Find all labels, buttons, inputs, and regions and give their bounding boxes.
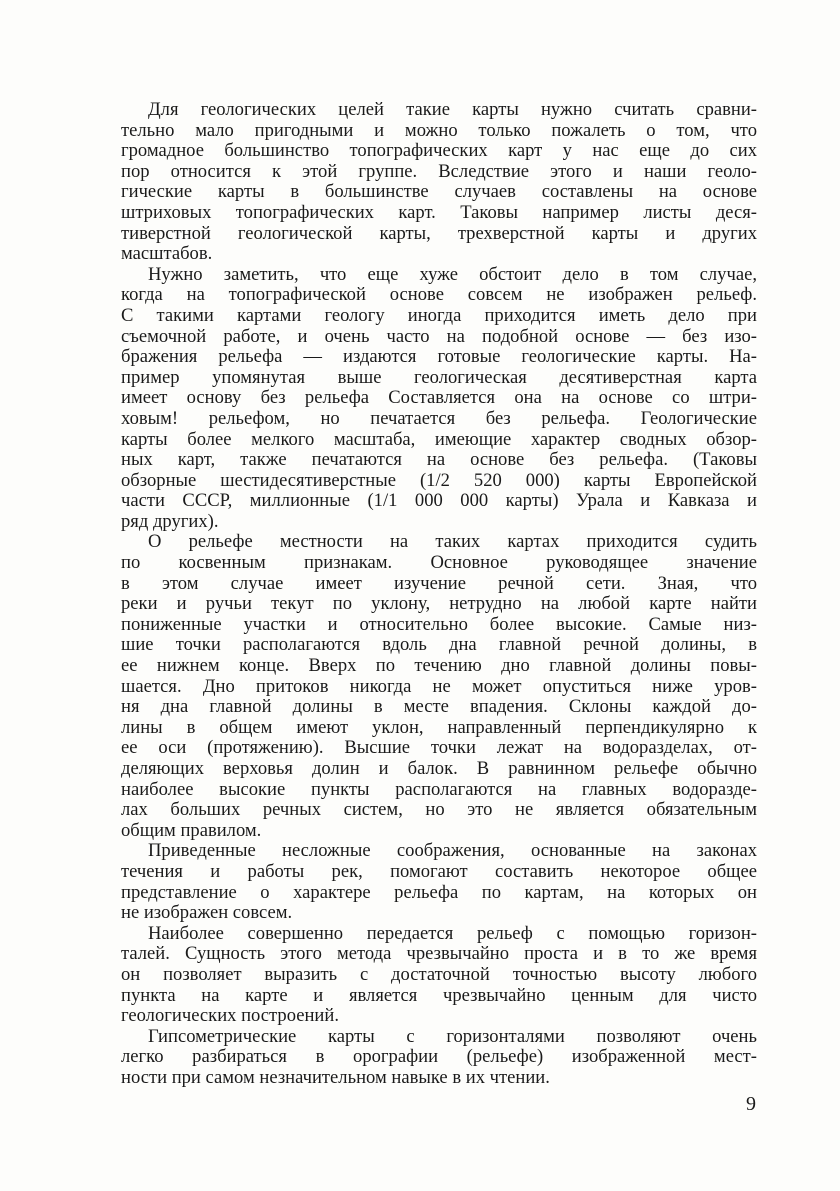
text-line: по косвенным признакам. Основное руководящее значение	[121, 552, 757, 574]
paragraph	[121, 100, 757, 265]
text-line: лах больших речных систем, но это не является обязательным	[121, 799, 757, 821]
text-line: не изображен совсем.	[121, 902, 293, 924]
text-line: ряд других).	[121, 510, 219, 532]
text-line: тельно мало пригодными и можно только пожалеть о том, что	[121, 119, 757, 141]
text-line: он позволяет выразить с достаточной точностью высоту любого	[121, 963, 757, 985]
text-line: гические карты в большинстве случаев составлены на основе	[121, 181, 757, 203]
text-line: лины в общем имеют уклон, направленный перпендикулярно к	[121, 716, 757, 738]
text-line: карты более мелкого масштаба, имеющие характер сводных обзор-	[121, 428, 757, 450]
text-line: Приведенные несложные соображения, основанные на законах	[148, 840, 757, 862]
text-line: деляющих верховья долин и балок. В равнинном рельефе обычно	[121, 758, 757, 779]
text-line: части СССР, миллионные (1/1 000 000 карты) Урала и Кавказа и	[121, 490, 757, 512]
page-number: 9	[746, 1093, 756, 1115]
text-line: легко разбираться в орографии (рельефе) изображенной мест-	[121, 1046, 757, 1068]
text-line: Наиболее совершенно передается рельеф с помощью горизон-	[148, 922, 757, 944]
text-line: ее нижнем конце. Вверх по течению дно главной долины повы-	[121, 655, 757, 677]
paragraph	[121, 532, 757, 841]
paragraph	[121, 841, 757, 923]
text-line: штриховых топографических карт. Таковы например листы деся-	[121, 201, 757, 223]
text-line: геологических построений.	[121, 1005, 339, 1027]
text-line: представление о характере рельефа по картам, на которых он	[121, 881, 757, 903]
text-line: бражения рельефа — издаются готовые геологические карты. На-	[121, 346, 757, 368]
text-line: пункта на карте и является чрезвычайно ценным для чисто	[121, 984, 757, 1006]
body-text	[121, 100, 757, 1089]
text-line: пор относится к этой группе. Вследствие этого и наши геоло-	[121, 160, 757, 182]
text-line: ня дна главной долины в месте впадения. Склоны каждой до-	[121, 696, 757, 718]
paragraph	[121, 265, 757, 533]
paragraph	[121, 924, 757, 1027]
text-line: громадное большинство топографических карт у нас еще до сих	[121, 140, 757, 162]
text-line: С такими картами геологу иногда приходится иметь дело при	[121, 304, 757, 326]
paragraph	[121, 1027, 757, 1089]
text-line: в этом случае имеет изучение речной сети. Зная, что	[121, 572, 757, 594]
text-line: обзорные шестидесятиверстные (1/2 520 000) карты Европейской	[121, 469, 757, 491]
text-line: пример упомянутая выше геологическая десятиверстная карта	[121, 366, 757, 388]
text-line: О рельефе местности на таких картах приходится судить	[148, 531, 757, 553]
text-line: пониженные участки и относительно более высокие. Самые низ-	[121, 613, 757, 635]
text-line: масштабов.	[121, 243, 213, 265]
text-line: общим правилом.	[121, 819, 262, 841]
text-line: тиверстной геологической карты, трехверстной карты и других	[121, 222, 757, 244]
text-line: имеет основу без рельефа Составляется она на основе со штри-	[121, 387, 757, 409]
text-line: наиболее высокие пункты располагаются на главных водоразде-	[121, 778, 757, 800]
text-line: ных карт, также печатаются на основе без рельефа. (Таковы	[121, 449, 757, 471]
text-line: реки и ручьи текут по уклону, нетрудно на любой карте найти	[121, 593, 757, 615]
text-line: течения и работы рек, помогают составить некоторое общее	[121, 860, 757, 882]
text-line: шие точки располагаются вдоль дна главной речной долины, в	[121, 634, 757, 656]
text-line: ности при самом незначительном навыке в их чтении.	[121, 1066, 550, 1088]
text-line: Для геологических целей такие карты нужно считать сравни-	[148, 99, 757, 120]
text-line: ее оси (протяжению). Высшие точки лежат на водоразделах, от-	[121, 737, 757, 759]
text-line: когда на топографической основе совсем не изображен рельеф.	[121, 284, 757, 306]
text-line: съемочной работе, и очень часто на подобной основе — без изо-	[121, 325, 757, 347]
text-line: Нужно заметить, что еще хуже обстоит дело в том случае,	[148, 263, 757, 285]
text-line: талей. Сущность этого метода чрезвычайно проста и в то же время	[121, 943, 757, 965]
text-line: Гипсометрические карты с горизонталями позволяют очень	[148, 1025, 757, 1047]
text-line: шается. Дно притоков никогда не может опуститься ниже уров-	[121, 675, 757, 697]
text-line: ховым! рельефом, но печатается без рельефа. Геологические	[121, 407, 757, 429]
